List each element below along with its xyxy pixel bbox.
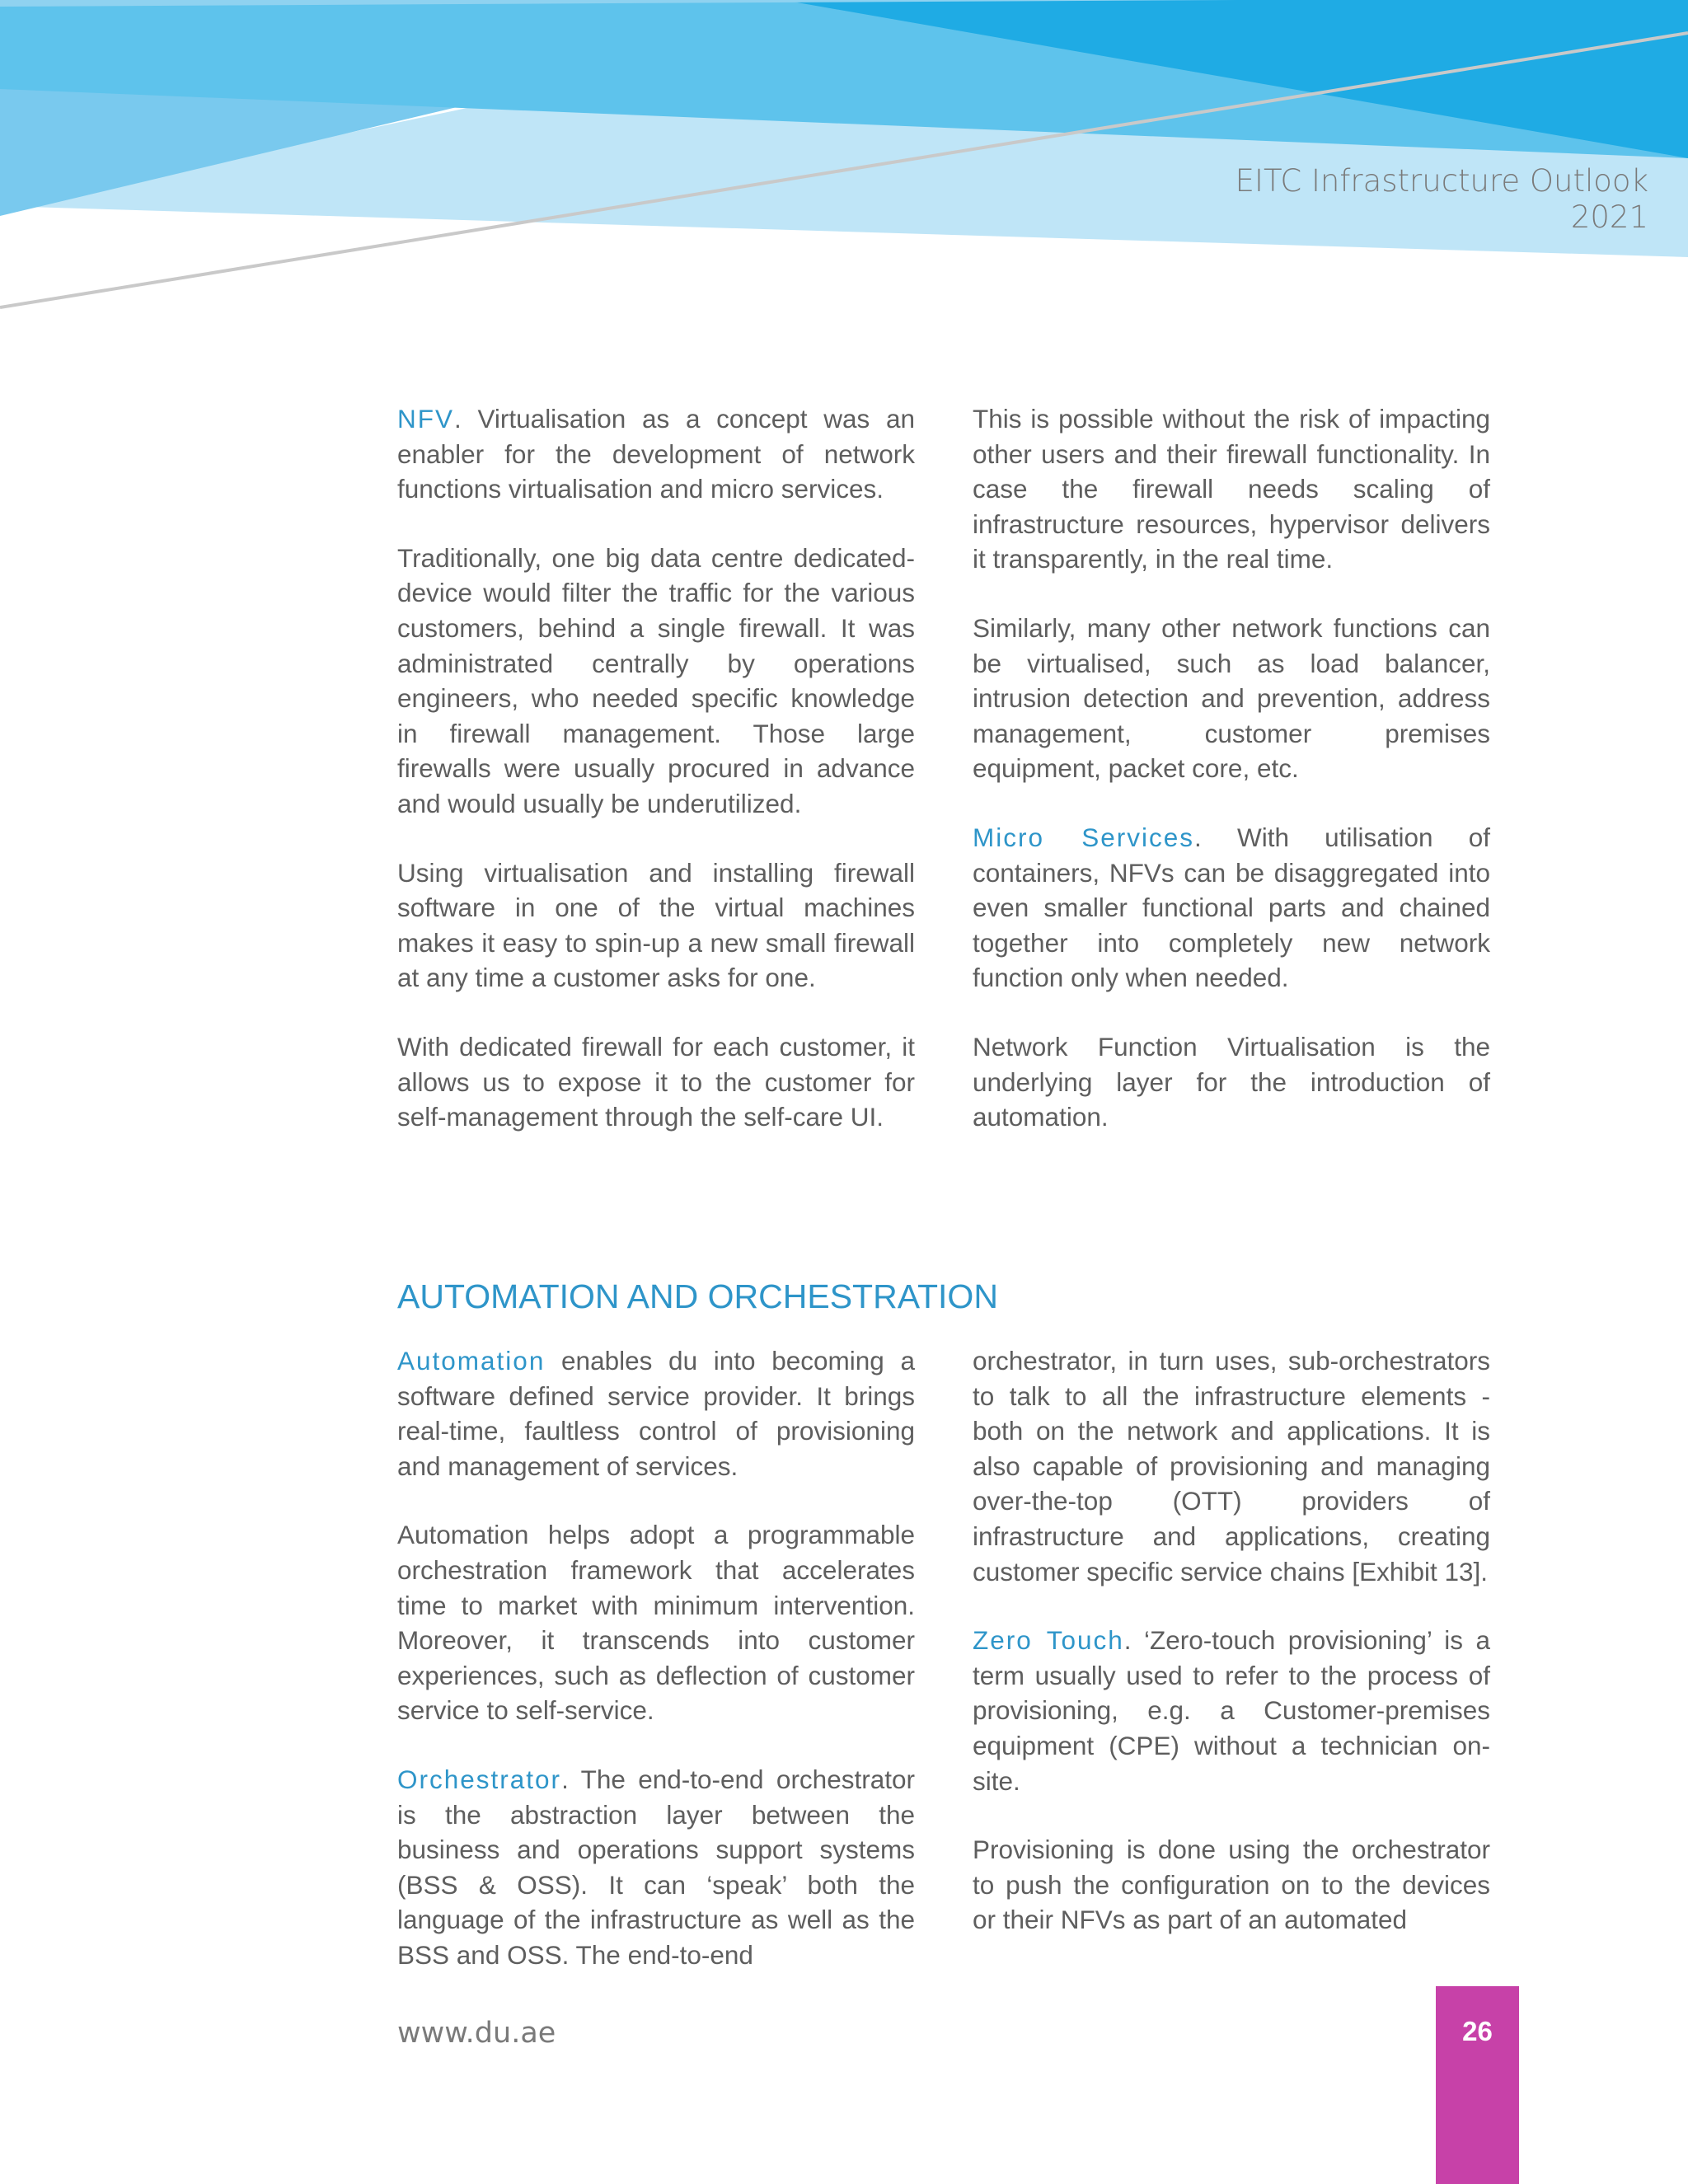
header-banner-graphic <box>0 0 1688 321</box>
nfv-right-column <box>973 401 1490 1169</box>
footer-website-link[interactable]: www.du.ae <box>397 2017 556 2050</box>
publication-title: EITC Infrastructure Outlook <box>1235 163 1648 199</box>
sub-orchestrators-paragraph: orchestrator, in turn uses, sub-orchestrators to talk to all the infrastructure elements - both on the network and applications. It is also capable of provisioning and managing over-the-top (OTT) providers of infrastructure and applications, creating customer specific service chains [Exhibit 13]. <box>973 1346 1490 1586</box>
programmable-framework-paragraph: Automation helps adopt a programmable orchestration framework that accelerates time to market with minimum intervention. Moreover, it transcends into customer experiences, such as deflection of customer service to self-service. <box>397 1520 915 1726</box>
automation-right-column <box>973 1343 1490 1971</box>
virtualisation-firewall-paragraph: Using virtualisation and installing firewall software in one of the virtual machines makes it easy to spin-up a new small firewall at any time a customer asks for one. <box>397 857 915 993</box>
nfv-paragraph: NFV. Virtualisation as a concept was an enabler for the development of network functions virtualisation and micro services. <box>397 404 915 504</box>
automation-left-column <box>397 1343 915 2007</box>
orchestrator-paragraph: Orchestrator. The end-to-end orchestrator is the abstraction layer between the business and operations support systems (BSS & OSS). It can ‘speak’ both the language of the infrastructure as well as the BSS and OSS. The end-to-end <box>397 1764 915 1970</box>
provisioning-paragraph: Provisioning is done using the orchestrator to push the configuration on to the devices or their NFVs as part of an automated <box>973 1835 1490 1935</box>
automation-paragraph: Automation enables du into becoming a software defined service provider. It brings real-time, faultless control of provisioning and management of services. <box>397 1346 915 1481</box>
publication-year: 2021 <box>1570 199 1648 235</box>
nfv-underlying-paragraph: Network Function Virtualisation is the underlying layer for the introduction of automation. <box>973 1031 1490 1132</box>
other-functions-paragraph: Similarly, many other network functions can be virtualised, such as load balancer, intrusion detection and prevention, address management, customer premises equipment, packet core, etc. <box>973 612 1490 784</box>
automation-keyword: Automation <box>397 1346 546 1376</box>
dedicated-firewall-paragraph: With dedicated firewall for each customer, it allows us to expose it to the customer for self-management through the self-care UI. <box>397 1031 915 1132</box>
page-number: 26 <box>1462 2016 1493 2046</box>
micro-services-paragraph: Micro Services. With utilisation of containers, NFVs can be disaggregated into even smaller functional parts and chained together into completely new network function only when needed. <box>973 822 1490 993</box>
nfv-left-column <box>397 401 915 1169</box>
micro-services-keyword: Micro Services <box>973 822 1194 852</box>
section-heading: AUTOMATION AND ORCHESTRATION <box>397 1277 998 1315</box>
zero-touch-paragraph: Zero Touch. ‘Zero-touch provisioning’ is a term usually used to refer to the process of provisioning, e.g. a Customer-premises equipment (CPE) without a technician on-site. <box>973 1625 1490 1796</box>
page-number-tab <box>1436 1986 1519 2184</box>
nfv-keyword: NFV <box>397 404 454 434</box>
publication-header <box>1236 163 1648 236</box>
risk-free-paragraph: This is possible without the risk of impacting other users and their firewall functionality. In case the firewall needs scaling of infrastructure resources, hypervisor delivers it transparently, in the real time. <box>973 404 1490 574</box>
zero-touch-keyword: Zero Touch <box>973 1625 1124 1656</box>
orchestrator-keyword: Orchestrator <box>397 1764 562 1794</box>
traditional-firewall-paragraph: Traditionally, one big data centre dedicated-device would filter the traffic for the various customers, behind a single firewall. It was administrated centrally by operations engineers, who needed specific knowledge in firewall management. Those large firewalls were usually procured in advance and would usually be underutilized. <box>397 542 915 818</box>
